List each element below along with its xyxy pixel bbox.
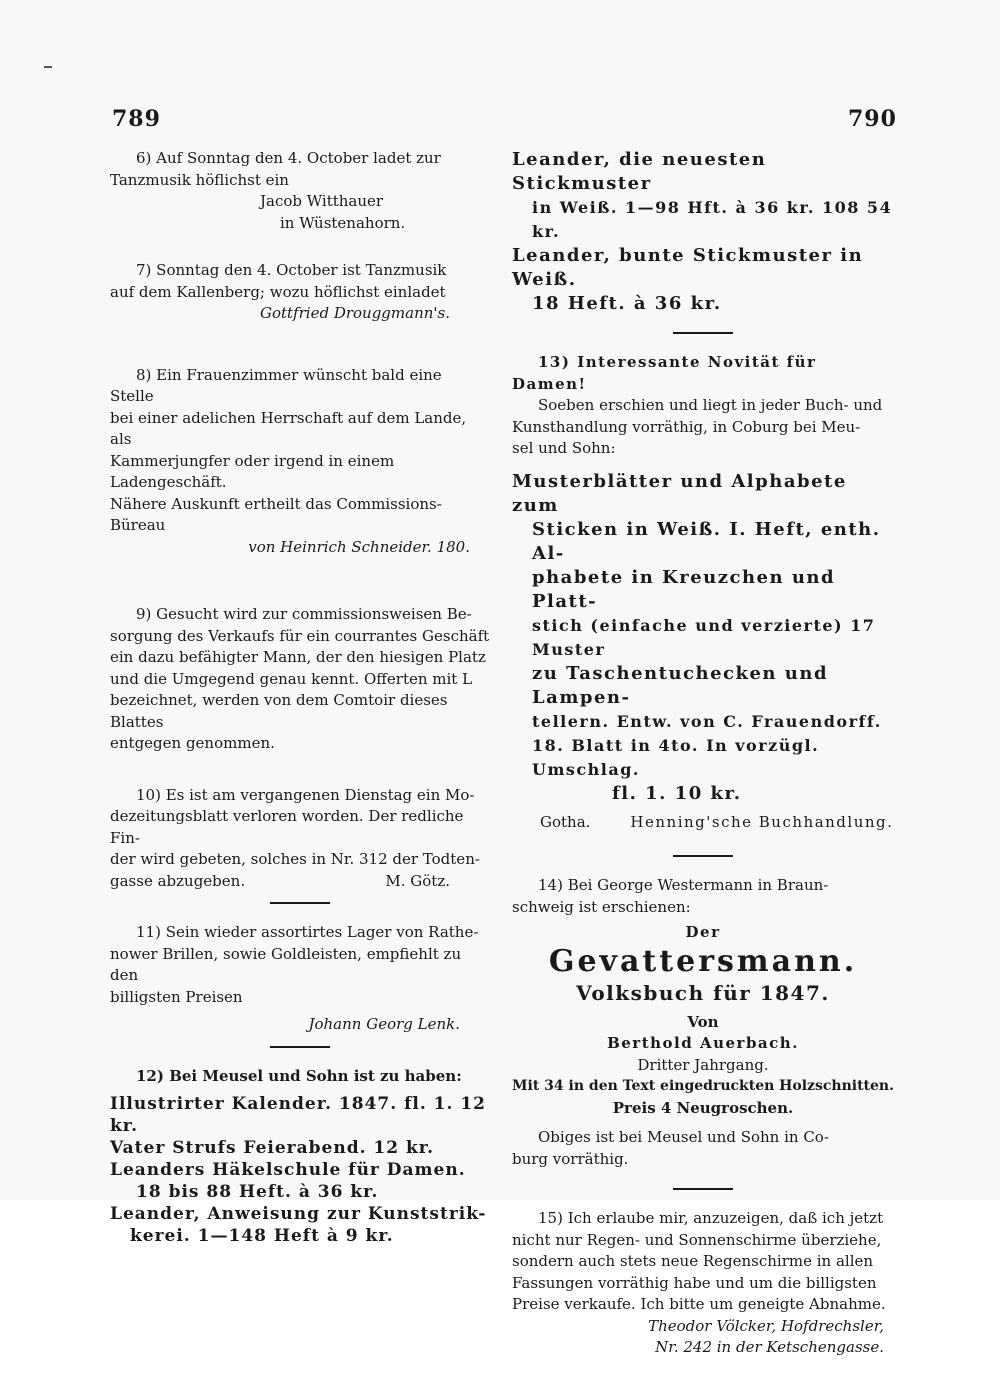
book-title: Sticken in Weiß. I. Heft, enth. Al- — [532, 518, 881, 564]
ad-text: 15) Ich erlaube mir, anzuzeigen, daß ich jetzt — [538, 1209, 884, 1227]
ad-signature: Gottfried Drouggmann's. — [259, 304, 450, 322]
ad-text: 9) Gesucht wird zur commissionsweisen Be- — [136, 605, 472, 623]
ad-6 — [110, 148, 490, 234]
ad-text: Kunsthandlung vorräthig, in Coburg bei Meu- — [512, 417, 861, 436]
ad-12-continued — [512, 148, 894, 334]
ad-11 — [110, 922, 490, 1048]
publisher-line — [512, 812, 894, 834]
ad-9 — [110, 604, 490, 755]
ad-text: 12) Bei Meusel und Sohn ist zu haben: — [136, 1066, 462, 1085]
ad-text: 7) Sonntag den 4. October ist Tanzmusik — [136, 261, 447, 279]
book-price: fl. 1. 10 kr. — [612, 782, 742, 804]
book-title: Leanders Häkelschule für Damen. — [110, 1160, 466, 1180]
book-title: phabete in Kreuzchen und Platt- — [532, 566, 836, 612]
book-title: kerei. 1—148 Heft à 9 kr. — [130, 1226, 394, 1246]
book-title: tellern. Entw. von C. Frauendorff. — [532, 711, 882, 731]
page-number-left: 789 — [112, 106, 161, 132]
ad-text: 10) Es ist am vergangenen Dienstag ein Mo- — [136, 785, 475, 804]
book-title: Leander, Anweisung zur Kunststrik- — [110, 1204, 487, 1224]
ad-text: Obiges ist bei Meusel und Sohn in Co- — [538, 1128, 829, 1146]
ad-text: gasse abzugeben. — [110, 871, 246, 890]
book-price: Preis 4 Neugroschen. — [612, 1098, 794, 1117]
ad-heading: 13) Interessante Novität für Damen! — [512, 353, 817, 393]
book-title: in Weiß. 1—98 Hft. à 36 kr. 108 54 kr. — [532, 198, 893, 241]
ad-text: 11) Sein wieder assortirtes Lager von Rathe- — [136, 923, 479, 941]
ad-text: 8) Ein Frauenzimmer wünscht bald eine Stelle — [110, 365, 442, 405]
ad-signature: M. Götz. — [385, 871, 450, 890]
book-title: Illustrirter Kalender. 1847. fl. 1. 12 kr. — [110, 1094, 487, 1136]
book-title: 18 Heft. à 36 kr. — [532, 293, 722, 314]
margin-mark — [44, 66, 52, 68]
left-column — [110, 148, 490, 1265]
ad-text: ein dazu befähigter Mann, der den hiesigen Platz — [110, 648, 486, 666]
ad-15 — [512, 1208, 894, 1359]
ad-text: billigsten Preisen — [110, 987, 243, 1006]
ad-8 — [110, 365, 490, 559]
ad-text — [110, 871, 490, 893]
book-title: Vater Strufs Feierabend. 12 kr. — [110, 1138, 435, 1158]
ad-text: burg vorräthig. — [512, 1149, 629, 1168]
page-number-right: 790 — [848, 106, 897, 132]
book-title: 18 bis 88 Heft. à 36 kr. — [136, 1182, 379, 1202]
ad-7 — [110, 260, 490, 325]
book-title: Leander, die neuesten Stickmuster — [512, 149, 767, 194]
separator-rule — [270, 1046, 330, 1048]
book-title: Musterblätter und Alphabete zum — [512, 470, 847, 516]
ad-text: Nähere Auskunft ertheilt das Commissions-Büreau — [110, 494, 442, 534]
ad-text: nicht nur Regen- und Sonnenschirme überziehe, — [512, 1230, 882, 1249]
ad-text: entgegen genommen. — [110, 734, 275, 752]
ad-text: Soeben erschien und liegt in jeder Buch- und — [538, 396, 883, 414]
ad-text: schweig ist erschienen: — [512, 897, 691, 916]
book-title: stich (einfache und verzierte) 17 Muster — [532, 615, 876, 659]
book-author: Berthold Auerbach. — [607, 1034, 799, 1052]
ad-text: sel und Sohn: — [512, 439, 616, 457]
publisher: Henning'sche Buchhandlung. — [630, 812, 894, 831]
book-title: 18. Blatt in 4to. In vorzügl. Umschlag. — [532, 735, 820, 779]
ad-signature: Johann Georg Lenk. — [308, 1015, 460, 1033]
ad-signature: Nr. 242 in der Ketschengasse. — [655, 1338, 884, 1356]
ad-text: nower Brillen, sowie Goldleisten, empfiehlt zu den — [110, 944, 462, 984]
ad-text: bezeichnet, werden von dem Comtoir dieses Blattes — [110, 691, 448, 731]
book-subtitle: Volksbuch für 1847. — [576, 980, 830, 1005]
book-title: Leander, bunte Stickmuster in Weiß. — [512, 245, 864, 290]
ad-13 — [512, 352, 894, 857]
ad-text: der wird gebeten, solches in Nr. 312 der Todten- — [110, 850, 480, 868]
ad-text: auf dem Kallenberg; wozu höflichst einladet — [110, 282, 446, 301]
ad-text: bei einer adelichen Herrschaft auf dem Lande, als — [110, 408, 467, 448]
book-edition: Dritter Jahrgang. — [637, 1055, 769, 1074]
book-title: zu Taschentuchecken und Lampen- — [532, 662, 829, 708]
separator-rule — [673, 1188, 733, 1190]
ad-text: sondern auch stets neue Regenschirme in allen — [512, 1252, 874, 1270]
ad-text: Fassungen vorräthig habe und um die billigsten — [512, 1273, 877, 1292]
ad-signature: in Wüstenahorn. — [280, 213, 406, 232]
ad-text: Preise verkaufe. Ich bitte um geneigte Abnahme. — [512, 1295, 886, 1313]
ad-signature: von Heinrich Schneider. 180. — [248, 537, 470, 556]
separator-rule — [673, 855, 733, 857]
right-column — [512, 148, 894, 1377]
ad-text: Kammerjungfer oder irgend in einem Ladengeschäft. — [110, 451, 395, 491]
ad-text: 6) Auf Sonntag den 4. October ladet zur — [136, 149, 441, 167]
ad-text: 14) Bei George Westermann in Braun- — [538, 876, 829, 894]
ad-text: sorgung des Verkaufs für ein courrantes Geschäft — [110, 626, 490, 645]
ad-12 — [110, 1066, 490, 1248]
separator-rule — [673, 332, 733, 334]
book-byline: Von — [687, 1012, 719, 1031]
ad-signature: Theodor Völcker, Hofdrechsler, — [648, 1316, 884, 1335]
ad-text: und die Umgegend genau kennt. Offerten mit L — [110, 669, 473, 688]
ad-signature: Jacob Witthauer — [260, 192, 384, 210]
ad-14 — [512, 875, 894, 1190]
place: Gotha. — [540, 812, 591, 831]
ad-10 — [110, 785, 490, 905]
ad-text: dezeitungsblatt verloren worden. Der redliche Fin- — [110, 807, 464, 847]
book-article: Der — [685, 923, 721, 941]
separator-rule — [270, 902, 330, 904]
ad-text: Tanzmusik höflichst ein — [110, 170, 289, 189]
book-illustrations: Mit 34 in den Text eingedruckten Holzschnitten. — [512, 1078, 894, 1094]
book-title: Gevattersmann. — [548, 943, 858, 979]
